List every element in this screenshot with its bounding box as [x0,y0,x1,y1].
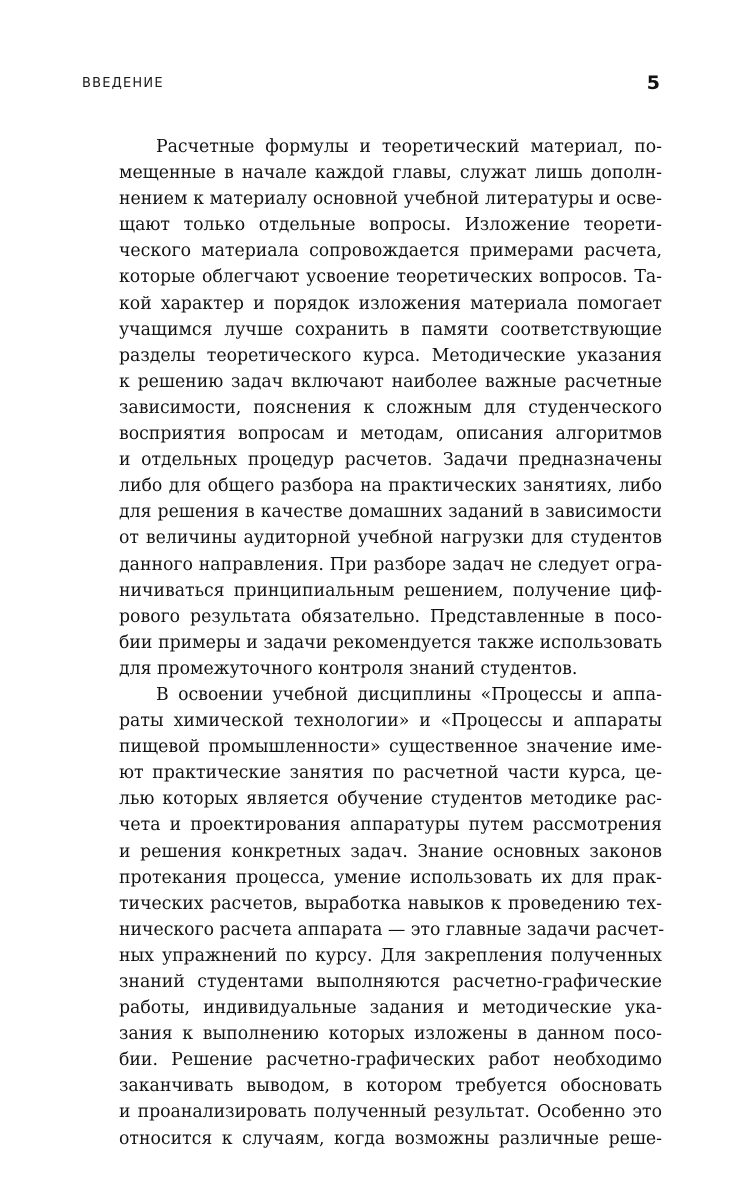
text-line: и решения конкретных задач. Знание основных законов [119,841,662,862]
text-line: щают только отдельные вопросы. Изложение теорети- [119,215,662,236]
text-line: кой характер и порядок изложения материала помогает [119,293,662,314]
body-text [82,134,665,1152]
text-line: заканчивать выводом, в котором требуется обосновать [119,1076,662,1097]
text-line: для решения в качестве домашних заданий в зависимости [119,502,662,523]
text-line: и проанализировать полученный результат. Особенно это [119,1102,662,1123]
text-line: лью которых является обучение студентов методике рас- [119,789,662,810]
text-line: и отдельных процедур расчетов. Задачи предназначены [119,450,662,471]
text-line: бии. Решение расчетно-графических работ необходимо [119,1050,662,1071]
text-line: ничиваться принципиальным решением, получение циф- [119,580,662,601]
text-line: ют практические занятия по расчетной части курса, це- [119,763,662,784]
text-line: рового результата обязательно. Представленные в посо- [119,606,662,627]
text-line: учащимся лучше сохранить в памяти соответствующие [119,319,662,340]
text-line: ных упражнений по курсу. Для закрепления полученных [119,945,662,966]
text-line: для промежуточного контроля знаний студентов. [119,658,578,679]
text-line: разделы теоретического курса. Методические указания [119,345,662,366]
text-line: ческого материала сопровождается примерами расчета, [119,241,662,262]
text-line: пищевой промышленности» существенное значение име- [119,737,662,758]
paragraph-1 [82,134,662,682]
text-line: зания к выполнению которых изложены в данном посо- [119,1024,662,1045]
text-line: данного направления. При разборе задач не следует огра- [119,554,662,575]
text-line: от величины аудиторной учебной нагрузки для студентов [119,528,662,549]
text-line: тических расчетов, выработка навыков к проведению тех- [119,893,662,914]
text-line: Расчетные формулы и теоретический материал, по- [156,137,662,157]
text-line: работы, индивидуальные задания и методические ука- [119,998,662,1019]
text-line: бии примеры и задачи рекомендуется также использовать [119,632,662,653]
running-head-section-title: ВВЕДЕНИЕ [82,76,164,91]
text-line: которые облегчают усвоение теоретических вопросов. Та- [119,267,662,288]
text-line: нением к материалу основной учебной литературы и осве- [119,189,662,210]
text-line: восприятия вопросам и методам, описания алгоритмов [119,424,662,445]
text-line: протекания процесса, умение использовать их для прак- [119,867,662,888]
text-line: мещенные в начале каждой главы, служат лишь дополн- [119,163,662,184]
text-line: относится к случаям, когда возможны различные реше- [119,1128,662,1149]
text-line: либо для общего разбора на практических занятиях, либо [119,476,662,497]
text-line: к решению задач включают наиболее важные расчетные [119,371,662,392]
text-line: нического расчета аппарата — это главные задачи расчет- [119,919,665,940]
paragraph-2 [82,682,665,1152]
text-line: В освоении учебной дисциплины «Процессы и аппа- [156,684,662,705]
text-line: зависимости, пояснения к сложным для студенческого [119,397,662,418]
text-line: чета и проектирования аппаратуры путем рассмотрения [119,815,662,836]
page-number: 5 [646,72,660,94]
text-line: раты химической технологии» и «Процессы и аппараты [119,711,662,732]
text-line: знаний студентами выполняются расчетно-графические [119,972,662,992]
